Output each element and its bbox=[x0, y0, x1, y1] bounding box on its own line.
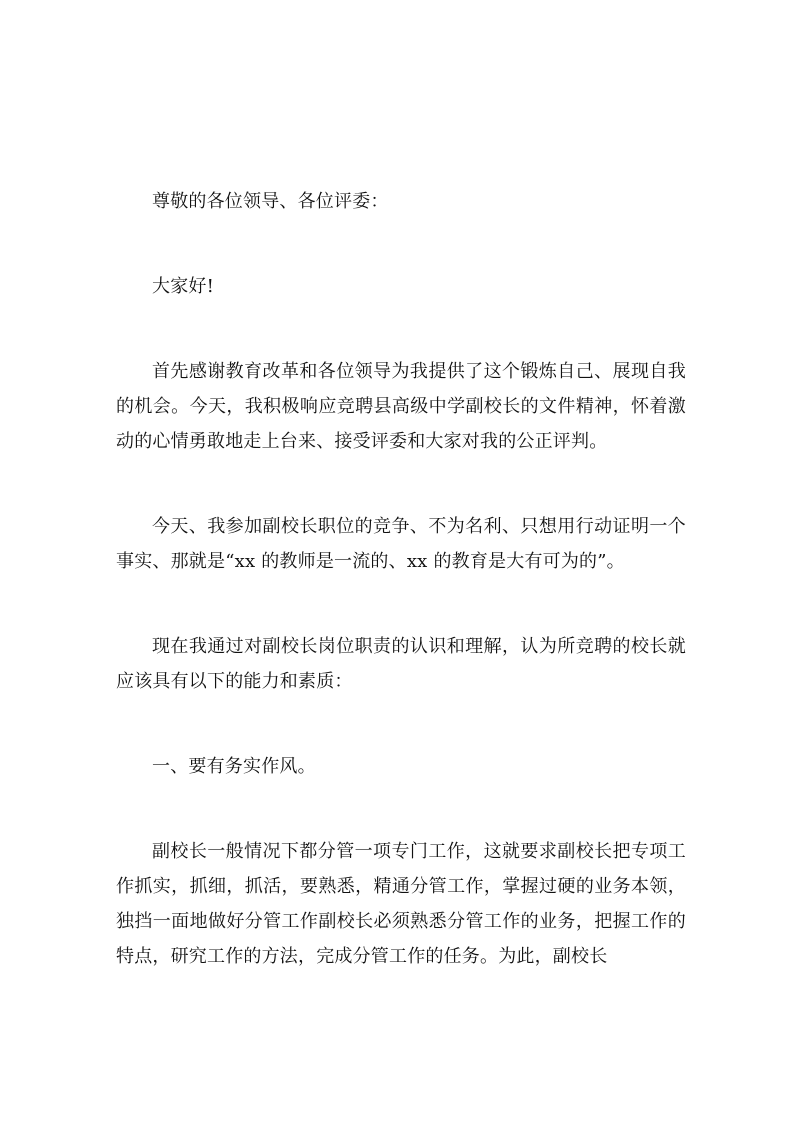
document-body bbox=[116, 184, 686, 1024]
greeting: 大家好! bbox=[152, 276, 215, 297]
paragraph-thanks: 首先感谢教育改革和各位领导为我提供了这个锻炼自己、展现自我的机会。今天，我积极响应竞聘县高级中学副校长的文件精神，怀着激动的心情勇敢地走上台来、接受评委和大家对我的公正评判。 bbox=[116, 361, 686, 452]
paragraph-qualities-intro: 现在我通过对副校长岗位职责的认识和理解，认为所竞聘的校长就应该具有以下的能力和素质： bbox=[116, 636, 686, 692]
paragraph-purpose: 今天、我参加副校长职位的竞争、不为名利、只想用行动证明一个事实、那就是“xx 的教师是一流的、xx 的教育是大有可为的”。 bbox=[116, 516, 686, 572]
paragraph-vice-principal-duties: 副校长一般情况下都分管一项专门工作，这就要求副校长把专项工作抓实，抓细，抓活，要熟悉，精通分管工作，掌握过硬的业务本领，独挡一面地做好分管工作副校长必须熟悉分管工作的业务，把握工作的特点，研究工作的方法，完成分管工作的任务。为此，副校长 bbox=[116, 841, 686, 967]
section-heading-practical-style: 一、要有务实作风。 bbox=[152, 756, 316, 777]
salutation: 尊敬的各位领导、各位评委： bbox=[152, 191, 389, 212]
